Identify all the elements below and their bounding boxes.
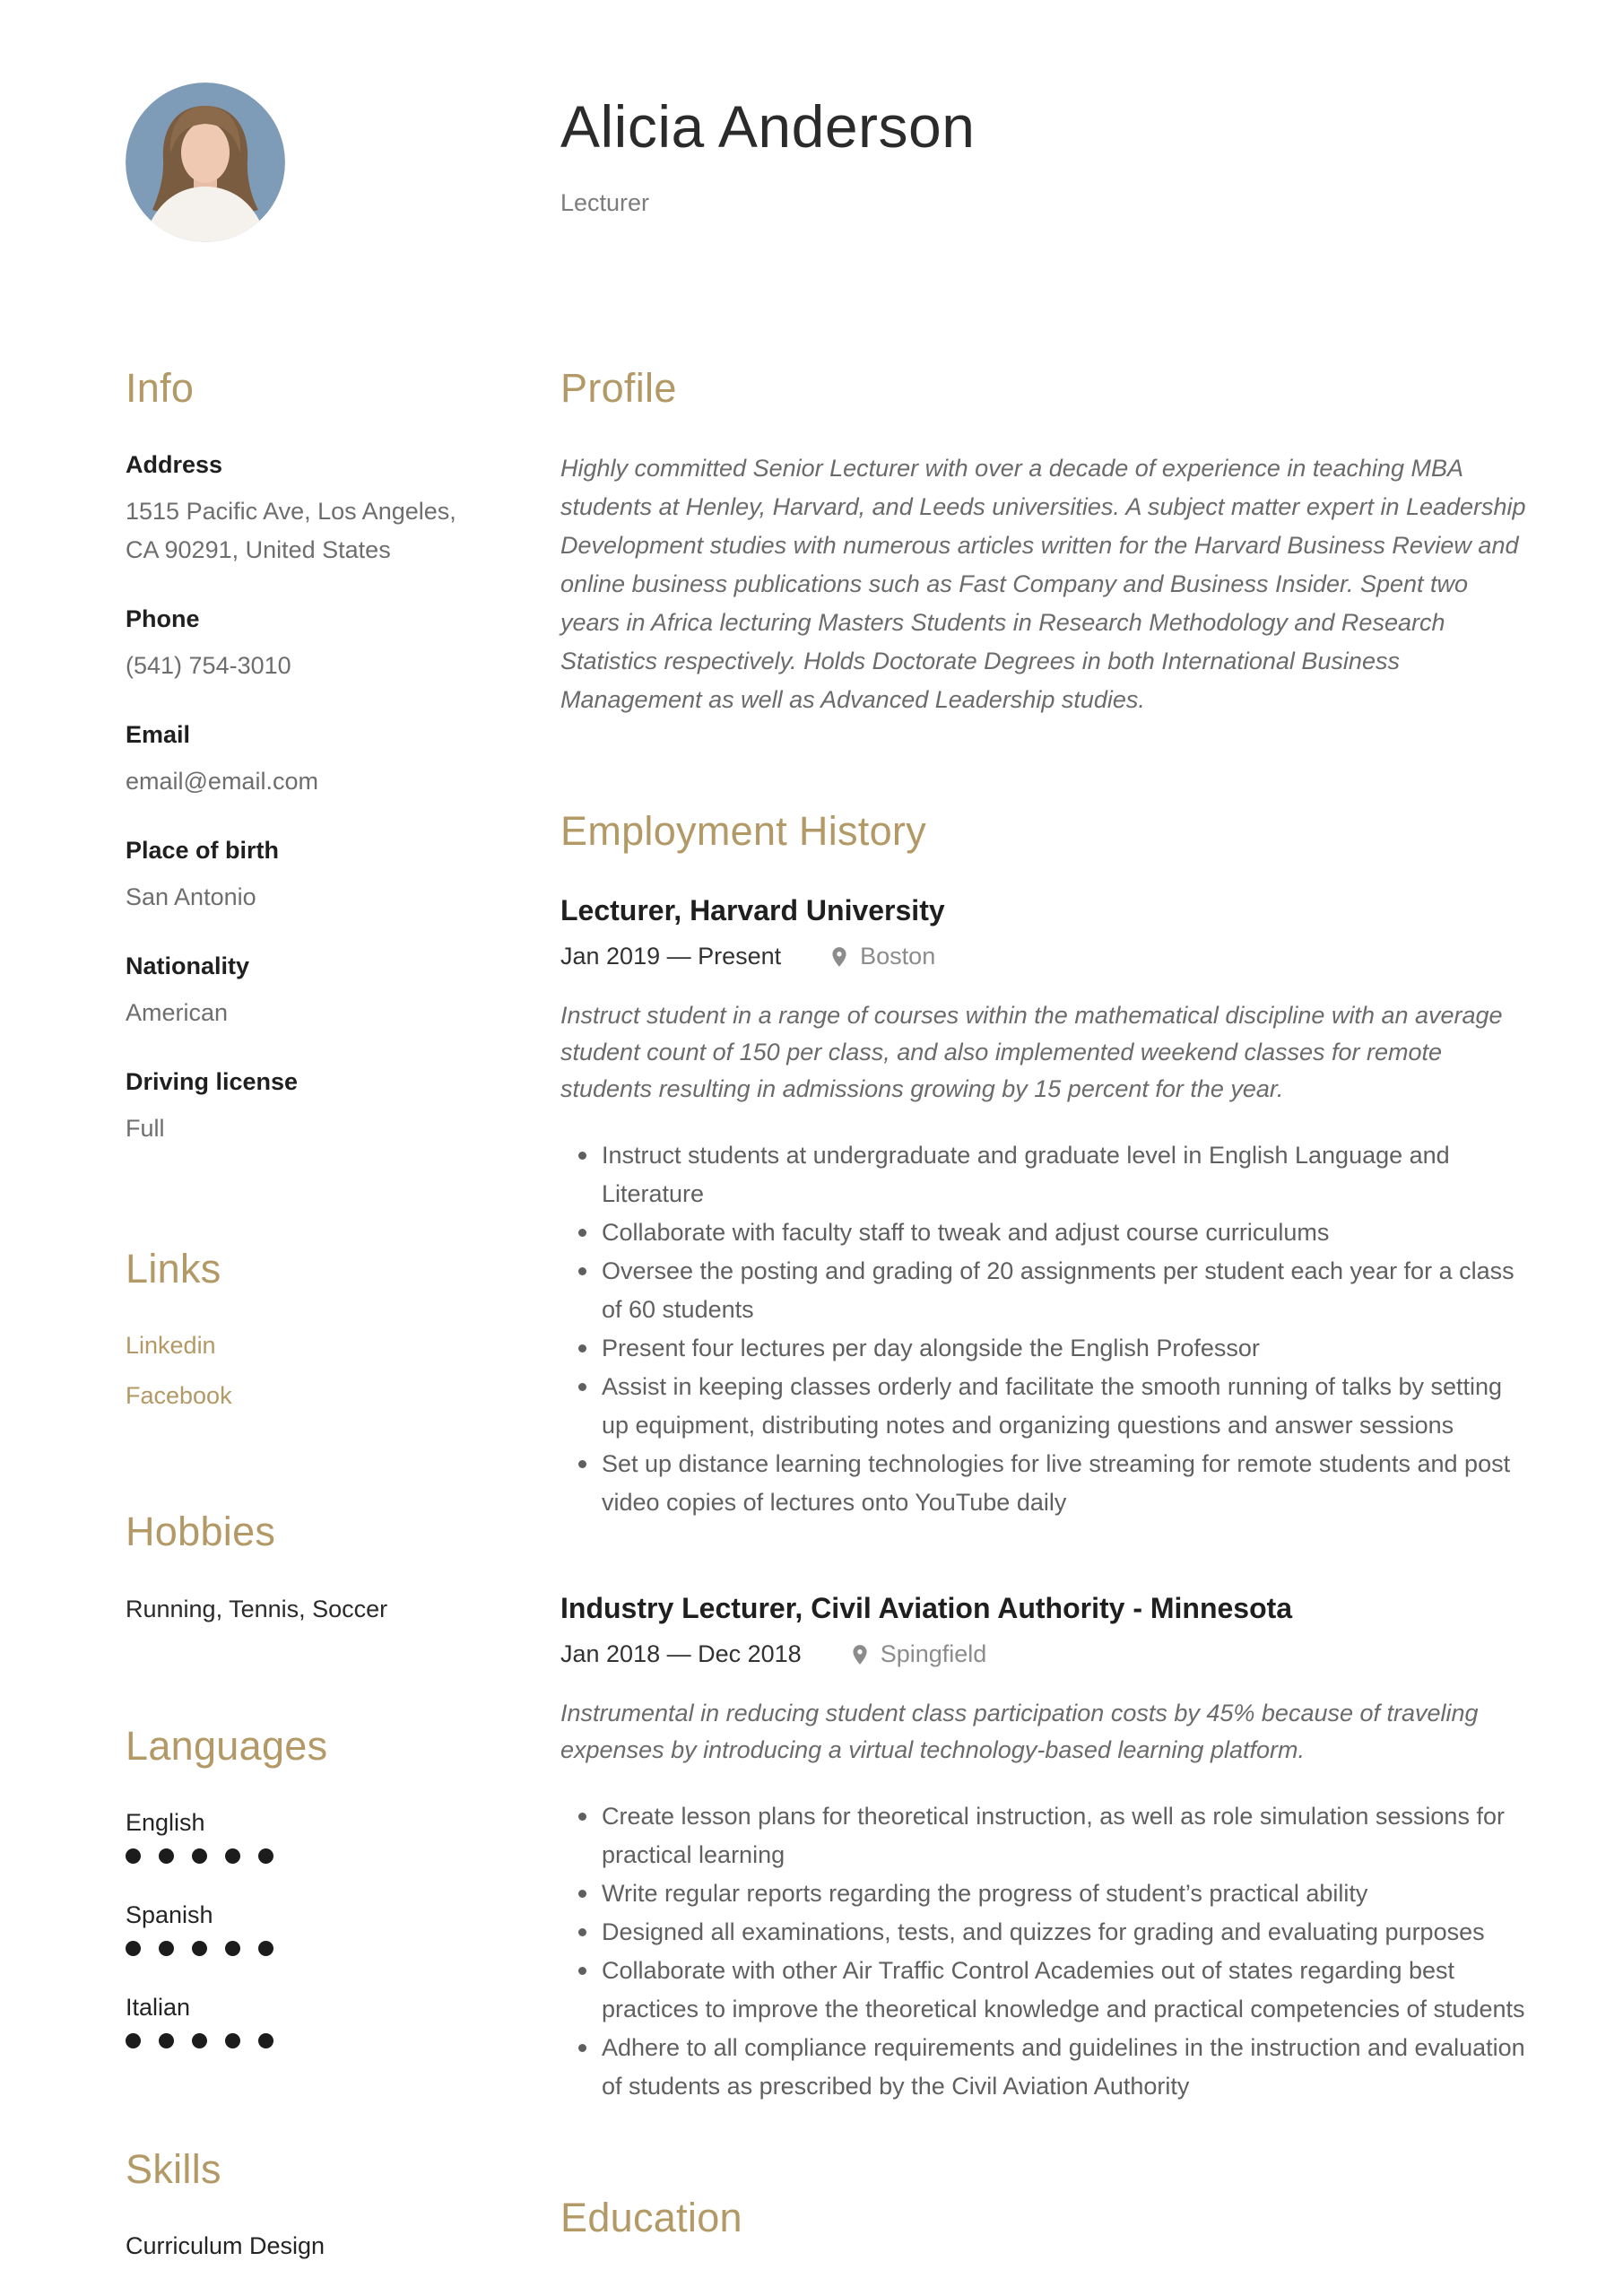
job-dates: Jan 2018 — Dec 2018 [560,1640,802,1667]
languages-section [126,1723,484,2048]
links-heading: Links [126,1246,221,1292]
field-label: Nationality [126,952,250,979]
field-label: Driving license [126,1068,299,1095]
profile-text: Highly committed Senior Lecturer with over a decade of experience in teaching MBA students at Henley, Harvard, and Leeds universities. A subject matter expert in Leadership Development studies with numerous articles written for the Harvard Business Review and online business publications such as Fast Company and Business Insider. Spent two years in Africa lecturing Masters Students in Research Methodology and Research Statistics respectively. Holds Doctorate Degrees in both International Business Management as well as Advanced Leadership studies. [560,455,1526,713]
link-facebook[interactable]: Facebook [126,1382,232,1409]
education-heading: Education [560,2195,742,2240]
job-bullet: Adhere to all compliance requirements and guidelines in the instruction and evaluation of students as prescribed by the Civil Aviation Authority [560,2029,1533,2106]
rating-dot [126,2033,141,2048]
person-name: Alicia Anderson [560,93,976,160]
job-bullet: Write regular reports regarding the progress of student’s practical ability [560,1874,1533,1913]
language-name: Spanish [126,1901,213,1928]
hobbies-heading: Hobbies [126,1509,276,1554]
rating-dot [192,1941,207,1956]
hobbies-text: Running, Tennis, Soccer [126,1596,388,1622]
profile-heading: Profile [560,365,677,411]
job-bullet-list [560,1797,1533,2106]
job-bullet: Collaborate with other Air Traffic Control Academies out of states regarding best practices to improve the theoretical knowledge and practical competencies of students [560,1952,1533,2029]
header-photo-cell [126,83,484,242]
language-rating-dots [126,1941,484,1956]
link-linkedin[interactable]: Linkedin [126,1332,216,1359]
job-summary: Instruct student in a range of courses within the mathematical discipline with an average student count of 150 per class, and also implemented weekend classes for remote students resulting in admissions growing by 15 percent for the year. [560,1002,1503,1102]
links-section [126,1248,484,1411]
job-bullet: Assist in keeping classes orderly and facilitate the smooth running of talks by setting up equipment, distributing notes and organizing questions and answer sessions [560,1368,1533,1445]
rating-dot [159,2033,174,2048]
field-address [126,449,484,570]
job-location [828,943,935,970]
job-bullet: Instruct students at undergraduate and graduate level in English Language and Literature [560,1136,1533,1213]
job-bullet: Present four lectures per day alongside the English Professor [560,1329,1533,1368]
field-label: Phone [126,605,200,632]
job-location-text: Boston [860,943,936,970]
field-value: email@email.com [126,768,318,795]
info-heading: Info [126,365,195,411]
rating-dot [192,1848,207,1864]
skills-heading: Skills [126,2146,221,2192]
job-title: Industry Lecturer, Civil Aviation Authority - Minnesota [560,1592,1293,1624]
location-pin-icon [848,1643,872,1666]
language-rating-dots [126,2033,484,2048]
rating-dot [258,2033,273,2048]
language-name: English [126,1809,205,1836]
language-row-spanish [126,1900,484,1956]
job-meta [560,943,1533,970]
skill-item: Curriculum Design [126,2232,325,2259]
field-value: American [126,999,229,1026]
education-section [560,2197,1533,2238]
links-list [126,1330,484,1411]
employment-heading: Employment History [560,808,927,854]
job-dates: Jan 2019 — Present [560,943,782,970]
job-location-text: Spingfield [880,1640,987,1667]
rating-dot [159,1848,174,1864]
job-title: Lecturer, Harvard University [560,894,945,926]
rating-dot [126,1941,141,1956]
field-value: San Antonio [126,883,256,910]
job-bullet: Set up distance learning technologies for live streaming for remote students and post video copies of lectures onto YouTube daily [560,1445,1533,1522]
rating-dot [225,1941,240,1956]
sidebar [126,242,484,2279]
job-meta [560,1640,1533,1668]
language-name: Italian [126,1994,191,2021]
location-pin-icon [828,945,851,969]
job-bullet: Collaborate with faculty staff to tweak and adjust course curriculums [560,1213,1533,1252]
address-line-1: 1515 Pacific Ave, Los Angeles, [126,498,456,525]
language-row-italian [126,1992,484,2048]
field-nationality [126,951,484,1032]
portrait-illustration [126,83,285,242]
field-label: Email [126,721,191,748]
person-job-title: Lecturer [560,189,650,217]
field-phone [126,604,484,685]
info-section [126,365,484,1148]
job-bullet: Designed all examinations, tests, and quizzes for grading and evaluating purposes [560,1913,1533,1952]
field-label: Place of birth [126,837,280,864]
language-rating-dots [126,1848,484,1864]
profile-section [560,365,1533,719]
job-bullet-list [560,1136,1533,1522]
language-row-english [126,1807,484,1864]
job-bullet: Create lesson plans for theoretical instruction, as well as role simulation sessions for practical learning [560,1797,1533,1874]
field-value: (541) 754-3010 [126,652,291,679]
job-location [848,1640,987,1668]
field-driving-license [126,1066,484,1148]
rating-dot [225,2033,240,2048]
hobbies-section [126,1511,484,1625]
job-bullet: Oversee the posting and grading of 20 assignments per student each year for a class of 60 students [560,1252,1533,1329]
field-email [126,719,484,801]
employment-section [560,808,1533,2106]
field-value [126,492,484,570]
languages-heading: Languages [126,1723,328,1769]
job-entry-civil-aviation [560,1590,1533,2106]
rating-dot [225,1848,240,1864]
main-column [560,242,1533,2279]
rating-dot [258,1848,273,1864]
header-text [560,83,1533,242]
job-entry-harvard [560,892,1533,1522]
field-label: Address [126,451,223,478]
rating-dot [258,1941,273,1956]
job-summary: Instrumental in reducing student class participation costs by 45% because of traveling expenses by introducing a virtual technology-based learning platform. [560,1700,1479,1763]
skills-section [126,2146,484,2261]
field-value: Full [126,1115,165,1142]
rating-dot [192,2033,207,2048]
address-line-2: CA 90291, United States [126,536,391,563]
field-place-of-birth [126,835,484,917]
rating-dot [126,1848,141,1864]
rating-dot [159,1941,174,1956]
avatar [126,83,285,242]
